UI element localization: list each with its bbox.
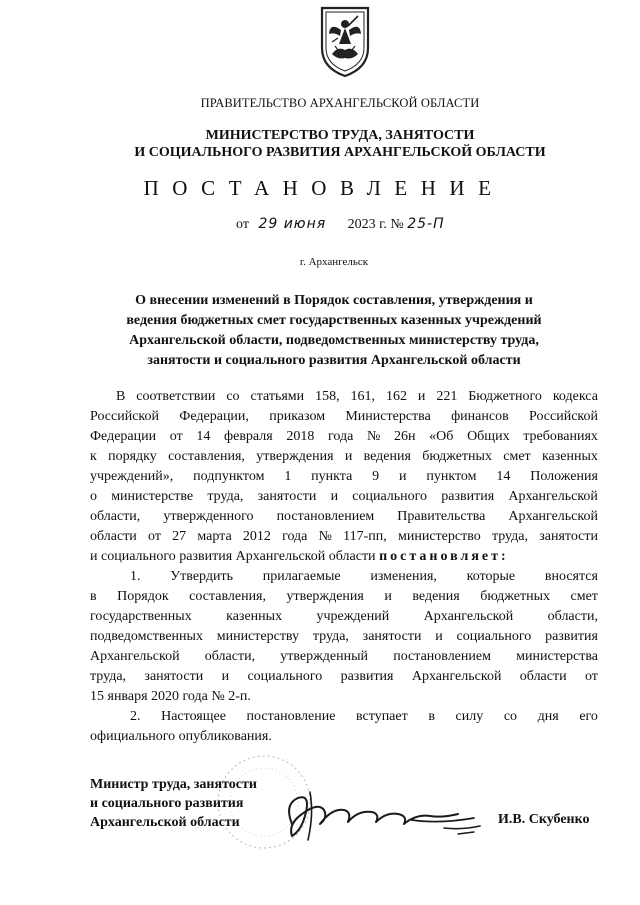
body-word: утверждения xyxy=(256,449,334,464)
body-word: министерство xyxy=(398,529,481,544)
body-word: Архангельской xyxy=(90,649,180,664)
body-word: бюджетных xyxy=(422,449,492,464)
body-word: вносятся xyxy=(544,569,598,584)
body-word: казенных xyxy=(541,449,598,464)
body-word: кодекса xyxy=(552,389,598,404)
body-word: Правительства xyxy=(397,509,486,524)
body-word: и xyxy=(399,469,407,484)
signer-position-line3: Архангельской области xyxy=(90,815,240,830)
body-word: Архангельской xyxy=(423,609,514,624)
body-word: социального xyxy=(247,669,323,684)
body-word: прилагаемые xyxy=(262,569,341,584)
body-line xyxy=(90,409,598,425)
body-word: Архангельской xyxy=(508,509,598,524)
body-word: к xyxy=(90,449,97,464)
body-word: Министерства xyxy=(345,409,431,424)
body-word: развития xyxy=(340,669,394,684)
signer-position-line1: Министр труда, занятости xyxy=(90,777,257,792)
document-title-line4: занятости и социального развития Архангельской области xyxy=(147,353,521,368)
body-word: Федерации, xyxy=(179,409,249,424)
body-word: 14 xyxy=(196,429,211,444)
body-word: Положения xyxy=(530,469,598,484)
body-word: со xyxy=(503,709,518,724)
body-word: которые xyxy=(466,569,516,584)
body-line xyxy=(90,609,598,625)
handwritten-number: 25-П xyxy=(407,216,445,232)
body-line xyxy=(90,649,598,665)
body-word: постановлением xyxy=(393,649,491,664)
body-word: ведения xyxy=(412,589,460,604)
document-type: ПОСТАНОВЛЕНИЕ xyxy=(143,176,505,200)
body-word: подведомственных xyxy=(90,629,203,644)
body-word: февраля xyxy=(224,429,273,444)
handwritten-date: 29 июня xyxy=(258,216,327,232)
body-word: области xyxy=(90,529,137,544)
body-word: года xyxy=(328,429,354,444)
body-word: развития xyxy=(545,629,598,644)
body-word: 27 xyxy=(172,529,187,544)
body-line xyxy=(130,569,598,585)
body-word: его xyxy=(579,709,598,724)
document-title-line3: Архангельской области, подведомственных министерству труда, xyxy=(129,333,539,348)
body-word: постановлением xyxy=(276,509,375,524)
body-word: и xyxy=(384,589,392,604)
coat-of-arms-emblem xyxy=(318,4,372,80)
body-word: труда, xyxy=(312,629,349,644)
body-word: соответствии xyxy=(136,389,216,404)
body-word: занятости xyxy=(539,529,598,544)
body-text: и социального развития Архангельской области xyxy=(90,549,376,564)
body-word: силу xyxy=(455,709,484,724)
body-word: дня xyxy=(537,709,559,724)
body-word: развития xyxy=(441,489,495,504)
body-word: занятости xyxy=(144,669,204,684)
body-word: Российской xyxy=(90,409,159,424)
body-line xyxy=(90,629,598,645)
signer-name: И.В. Скубенко xyxy=(498,812,590,827)
body-word: Бюджетного xyxy=(468,389,542,404)
body-word: социального xyxy=(352,489,428,504)
body-word: учреждений xyxy=(316,609,390,624)
body-word: смет xyxy=(503,449,531,464)
body-word: 2. xyxy=(130,709,141,724)
body-word: В xyxy=(116,389,126,404)
body-word: утвержденный xyxy=(280,649,369,664)
body-word: области, xyxy=(90,509,141,524)
body-word: Общих xyxy=(467,429,510,444)
body-word: министерству xyxy=(216,629,300,644)
signer-position-line2: и социального развития xyxy=(90,796,244,811)
body-line xyxy=(90,489,598,505)
body-word: занятости xyxy=(362,629,422,644)
city-name: г. Архангельск xyxy=(299,256,369,268)
date-number-line xyxy=(236,216,445,233)
body-word: составления, xyxy=(189,589,267,604)
resolution-word: постановляет: xyxy=(379,549,509,564)
body-line xyxy=(116,389,598,405)
body-word: составления, xyxy=(168,449,245,464)
body-word: государственных xyxy=(90,609,192,624)
body-word: № xyxy=(367,429,381,444)
body-word: Архангельской xyxy=(508,489,598,504)
body-word: от xyxy=(169,429,183,444)
body-word: 1. xyxy=(130,569,141,584)
body-word: пунктом xyxy=(426,469,477,484)
body-word: бюджетных xyxy=(480,589,550,604)
body-word: приказом xyxy=(269,409,326,424)
document-title-line2: ведения бюджетных смет государственных казенных учреждений xyxy=(126,313,542,328)
body-word: и xyxy=(435,629,443,644)
ministry-name-line2: И СОЦИАЛЬНОГО РАЗВИТИЯ АРХАНГЕЛЬСКОЙ ОБЛАСТИ xyxy=(134,145,546,160)
body-word: изменения, xyxy=(370,569,437,584)
body-word: 2018 xyxy=(286,429,315,444)
body-word: и xyxy=(330,489,339,504)
government-name: ПРАВИТЕЛЬСТВО АРХАНГЕЛЬСКОЙ ОБЛАСТИ xyxy=(200,96,480,110)
body-word: вступает xyxy=(356,709,408,724)
body-word: статьями xyxy=(250,389,305,404)
body-word: со xyxy=(226,389,240,404)
body-word: смет xyxy=(570,589,598,604)
document-title-line1: О внесении изменений в Порядок составления, утверждения и xyxy=(135,293,533,308)
body-line: 15 января 2020 года № 2-п. xyxy=(90,689,251,704)
body-word: требованиях xyxy=(523,429,598,444)
body-word: от xyxy=(148,529,161,544)
body-line xyxy=(90,529,598,545)
body-word: занятости xyxy=(257,489,317,504)
body-word: «Об xyxy=(429,429,454,444)
body-word: 26н xyxy=(394,429,416,444)
body-line xyxy=(90,509,598,525)
body-line: официального опубликования. xyxy=(90,729,272,744)
body-word: труда, xyxy=(90,669,127,684)
body-word: и xyxy=(221,669,230,684)
body-word: Утвердить xyxy=(170,569,233,584)
body-word: казенных xyxy=(226,609,283,624)
body-word: от xyxy=(584,669,598,684)
body-word: в xyxy=(90,589,97,604)
body-word: года xyxy=(282,529,308,544)
body-word: Федерации xyxy=(90,429,157,444)
body-word: Настоящее xyxy=(161,709,226,724)
body-word: учреждений», xyxy=(90,469,174,484)
body-word: министерстве xyxy=(111,489,194,504)
body-word: 9 xyxy=(372,469,380,484)
ministry-name-line1: МИНИСТЕРСТВО ТРУДА, ЗАНЯТОСТИ xyxy=(205,128,475,143)
body-word: № xyxy=(318,529,332,544)
body-word: Порядок xyxy=(117,589,169,604)
body-word: 221 xyxy=(436,389,458,404)
body-line xyxy=(90,429,598,445)
body-word: о xyxy=(90,489,97,504)
body-word: финансов xyxy=(451,409,509,424)
body-line xyxy=(90,469,598,485)
body-word: социального xyxy=(456,629,532,644)
body-line xyxy=(90,549,598,565)
body-word: утверждения xyxy=(286,589,364,604)
body-word: ведения xyxy=(363,449,411,464)
body-word: в xyxy=(428,709,435,724)
body-word: министерства xyxy=(516,649,598,664)
handwritten-signature xyxy=(262,784,492,844)
body-word: и xyxy=(344,449,353,464)
body-word: 158, xyxy=(315,389,340,404)
body-word: марта xyxy=(197,529,232,544)
body-word: 1 xyxy=(284,469,292,484)
body-line xyxy=(130,709,598,725)
body-word: труда, xyxy=(207,489,244,504)
body-word: Архангельской xyxy=(411,669,502,684)
body-word: постановление xyxy=(246,709,336,724)
body-word: утвержденного xyxy=(163,509,254,524)
body-line xyxy=(90,449,598,465)
body-word: области, xyxy=(547,609,598,624)
body-word: порядку xyxy=(108,449,157,464)
body-word: области xyxy=(519,669,567,684)
body-word: 162 xyxy=(385,389,407,404)
date-prefix: от xyxy=(236,217,249,232)
body-word: Российской xyxy=(529,409,598,424)
body-word: подпунктом xyxy=(193,469,265,484)
body-word: пункта xyxy=(311,469,353,484)
date-year-number: 2023 г. № xyxy=(347,217,404,232)
body-word: области, xyxy=(204,649,256,664)
body-line xyxy=(90,589,598,605)
body-word: 161, xyxy=(350,389,376,404)
body-word: 117-пп, xyxy=(343,529,387,544)
body-word: труда, xyxy=(491,529,528,544)
body-word: 2012 xyxy=(242,529,271,544)
body-word: и xyxy=(417,389,426,404)
body-line xyxy=(90,669,598,685)
body-word: 14 xyxy=(496,469,511,484)
